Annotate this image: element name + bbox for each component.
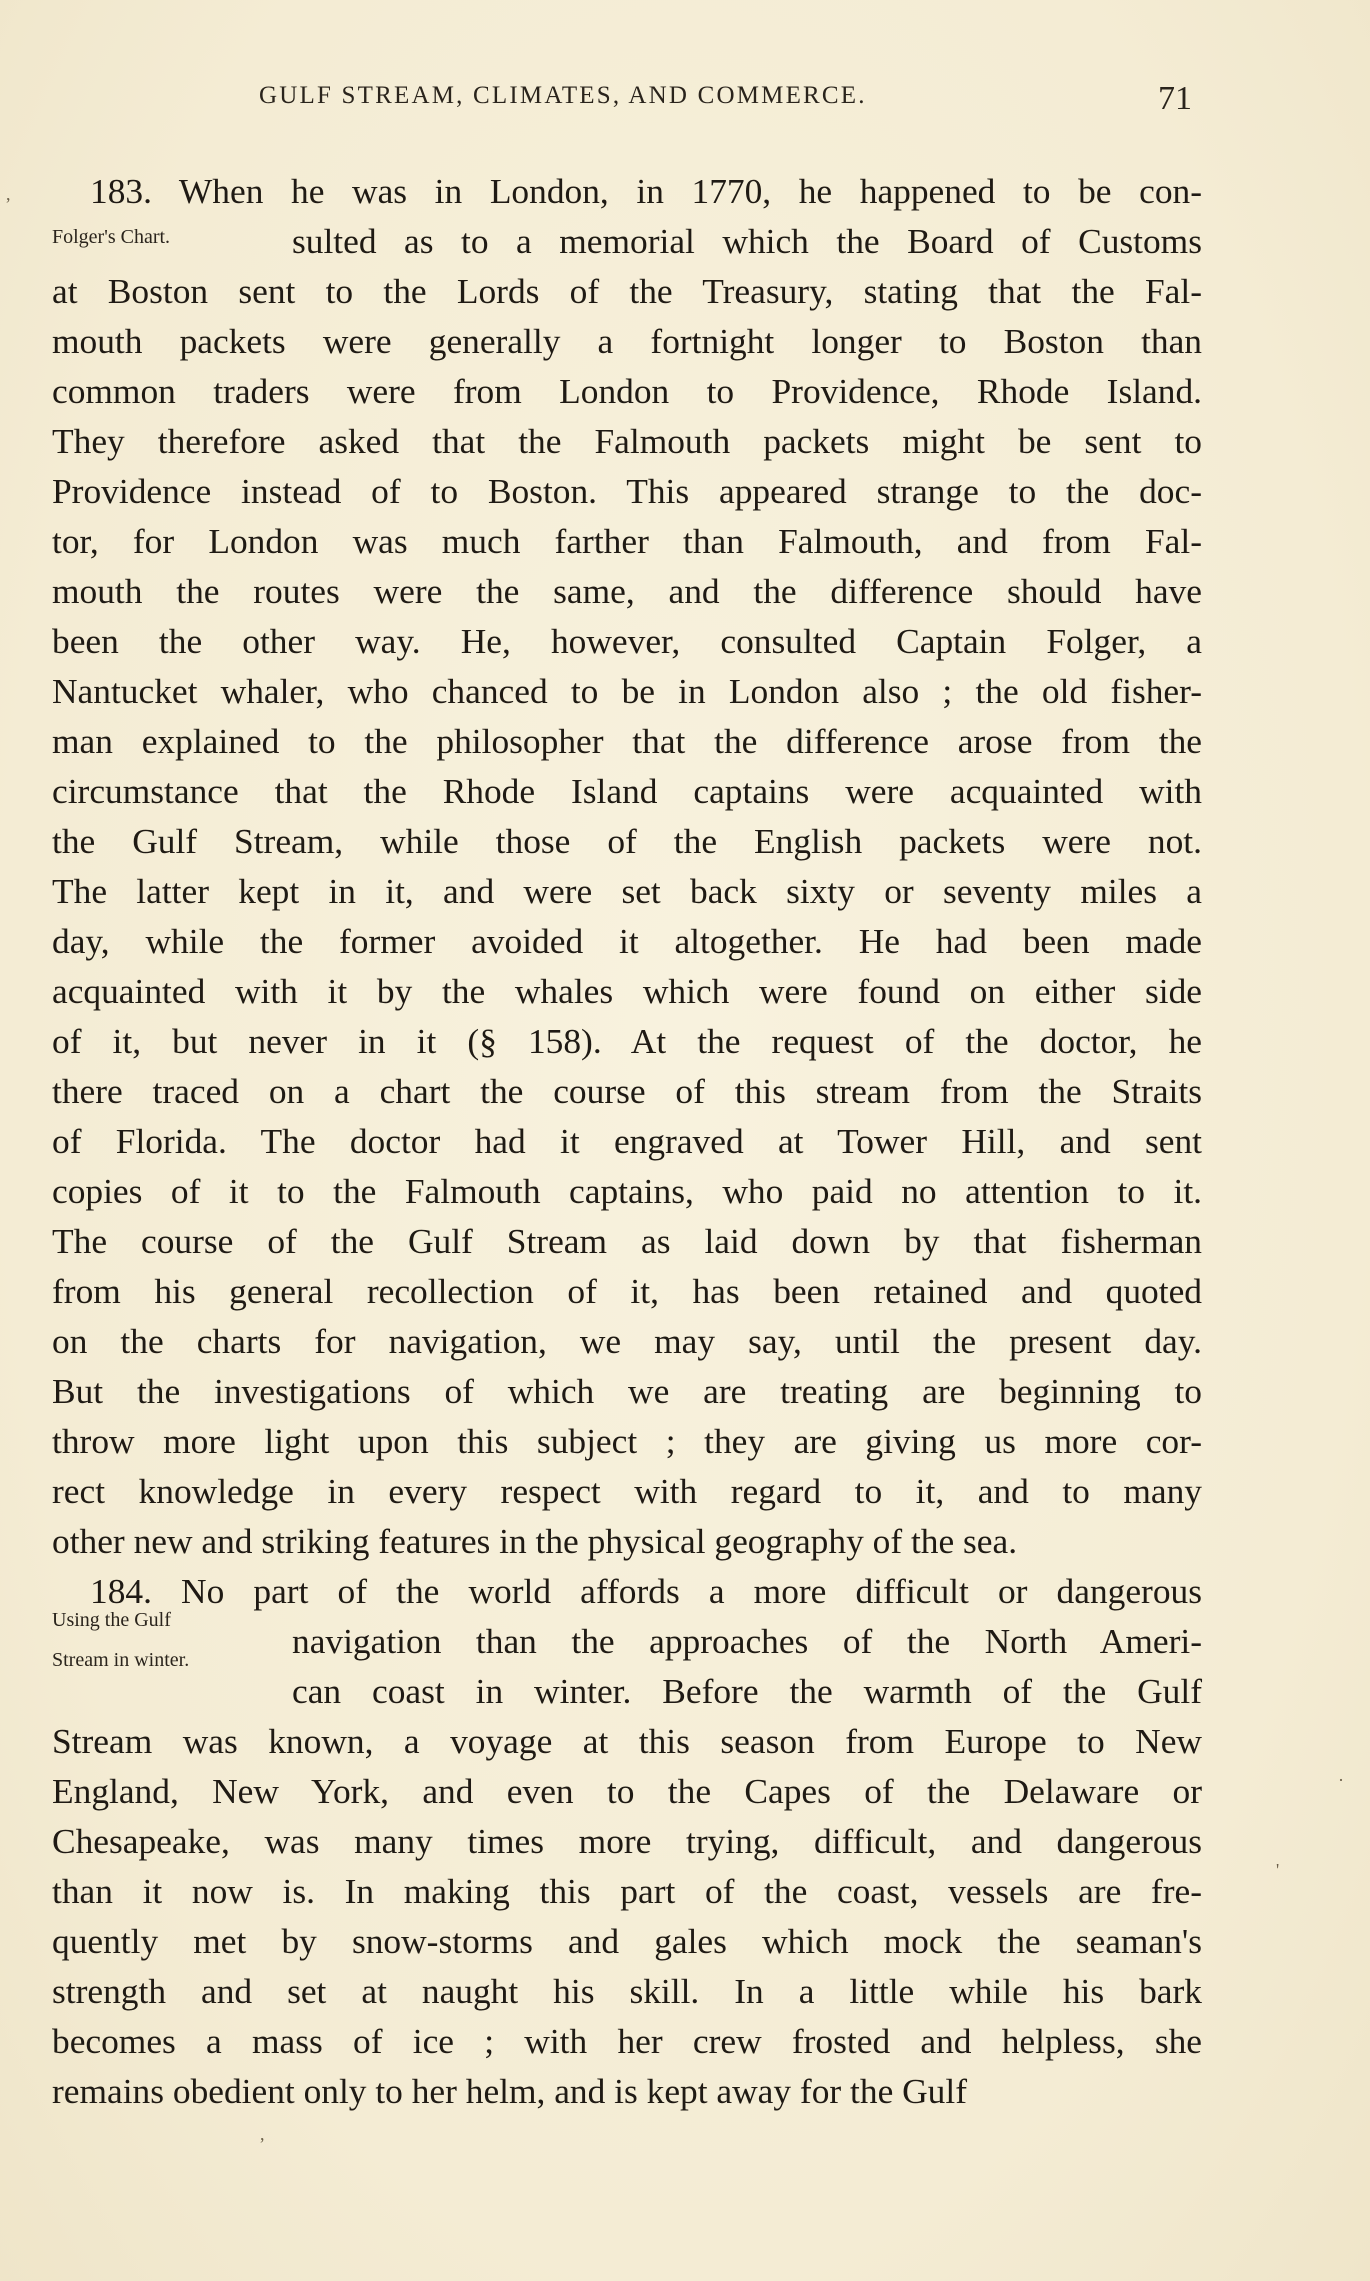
text-line: of Florida. The doctor had it engraved at Tower Hill, and sent — [52, 1121, 1202, 1161]
running-head: GULF STREAM, CLIMATES, AND COMMERCE. — [259, 82, 867, 109]
text-line: Chesapeake, was many times more trying, difficult, and dangerous — [52, 1821, 1202, 1861]
text-line: Stream was known, a voyage at this season from Europe to New — [52, 1721, 1202, 1761]
page-number: 71 — [1158, 80, 1192, 117]
text-line: strength and set at naught his skill. In a little while his bark — [52, 1971, 1202, 2011]
paper-speck: · — [1338, 1770, 1344, 1790]
paper-speck: , — [6, 184, 11, 204]
text-line: 184. No part of the world affords a more difficult or dangerous — [90, 1571, 1202, 1611]
text-line: can coast in winter. Before the warmth of the Gulf — [292, 1671, 1202, 1711]
text-line: sulted as to a memorial which the Board of Customs — [292, 221, 1202, 261]
text-line: remains obedient only to her helm, and is kept away for the Gulf — [52, 2071, 967, 2111]
text-line: navigation than the approaches of the North Ameri- — [292, 1621, 1202, 1661]
text-line: England, New York, and even to the Capes of the Delaware or — [52, 1771, 1202, 1811]
text-line: of it, but never in it (§ 158). At the request of the doctor, he — [52, 1021, 1202, 1061]
text-line: They therefore asked that the Falmouth packets might be sent to — [52, 421, 1202, 461]
text-line: the Gulf Stream, while those of the English packets were not. — [52, 821, 1202, 861]
text-line: on the charts for navigation, we may say, until the present day. — [52, 1321, 1202, 1361]
text-line: at Boston sent to the Lords of the Treasury, stating that the Fal- — [52, 271, 1202, 311]
text-line: than it now is. In making this part of the coast, vessels are fre- — [52, 1871, 1202, 1911]
text-line: day, while the former avoided it altogether. He had been made — [52, 921, 1202, 961]
text-line: becomes a mass of ice ; with her crew frosted and helpless, she — [52, 2021, 1202, 2061]
text-line: mouth the routes were the same, and the difference should have — [52, 571, 1202, 611]
sidenote-folger-chart: Folger's Chart. — [52, 226, 171, 248]
text-line: acquainted with it by the whales which were found on either side — [52, 971, 1202, 1011]
sidenote-using-gulf-1: Using the Gulf — [52, 1609, 171, 1631]
text-line: Providence instead of to Boston. This appeared strange to the doc- — [52, 471, 1202, 511]
text-line: tor, for London was much farther than Falmouth, and from Fal- — [52, 521, 1202, 561]
text-line: there traced on a chart the course of this stream from the Straits — [52, 1071, 1202, 1111]
sidenote-using-gulf-2: Stream in winter. — [52, 1649, 190, 1671]
text-line: throw more light upon this subject ; they are giving us more cor- — [52, 1421, 1202, 1461]
text-line: circumstance that the Rhode Island captains were acquainted with — [52, 771, 1202, 811]
text-line: rect knowledge in every respect with regard to it, and to many — [52, 1471, 1202, 1511]
paper-speck: , — [260, 2124, 265, 2144]
text-line: common traders were from London to Providence, Rhode Island. — [52, 371, 1202, 411]
text-line: The latter kept in it, and were set back sixty or seventy miles a — [52, 871, 1202, 911]
text-line: Nantucket whaler, who chanced to be in London also ; the old fisher- — [52, 671, 1202, 711]
text-line: from his general recollection of it, has been retained and quoted — [52, 1271, 1202, 1311]
text-line: man explained to the philosopher that the difference arose from the — [52, 721, 1202, 761]
text-line: 183. When he was in London, in 1770, he happened to be con- — [90, 171, 1202, 211]
text-line: quently met by snow-storms and gales which mock the seaman's — [52, 1921, 1202, 1961]
text-line: But the investigations of which we are treating are beginning to — [52, 1371, 1202, 1411]
text-line: been the other way. He, however, consulted Captain Folger, a — [52, 621, 1202, 661]
text-line: other new and striking features in the physical geography of the sea. — [52, 1521, 1018, 1561]
text-line: The course of the Gulf Stream as laid down by that fisherman — [52, 1221, 1202, 1261]
text-line: copies of it to the Falmouth captains, who paid no attention to it. — [52, 1171, 1202, 1211]
paper-speck: ' — [1276, 1860, 1280, 1880]
text-line: mouth packets were generally a fortnight longer to Boston than — [52, 321, 1202, 361]
